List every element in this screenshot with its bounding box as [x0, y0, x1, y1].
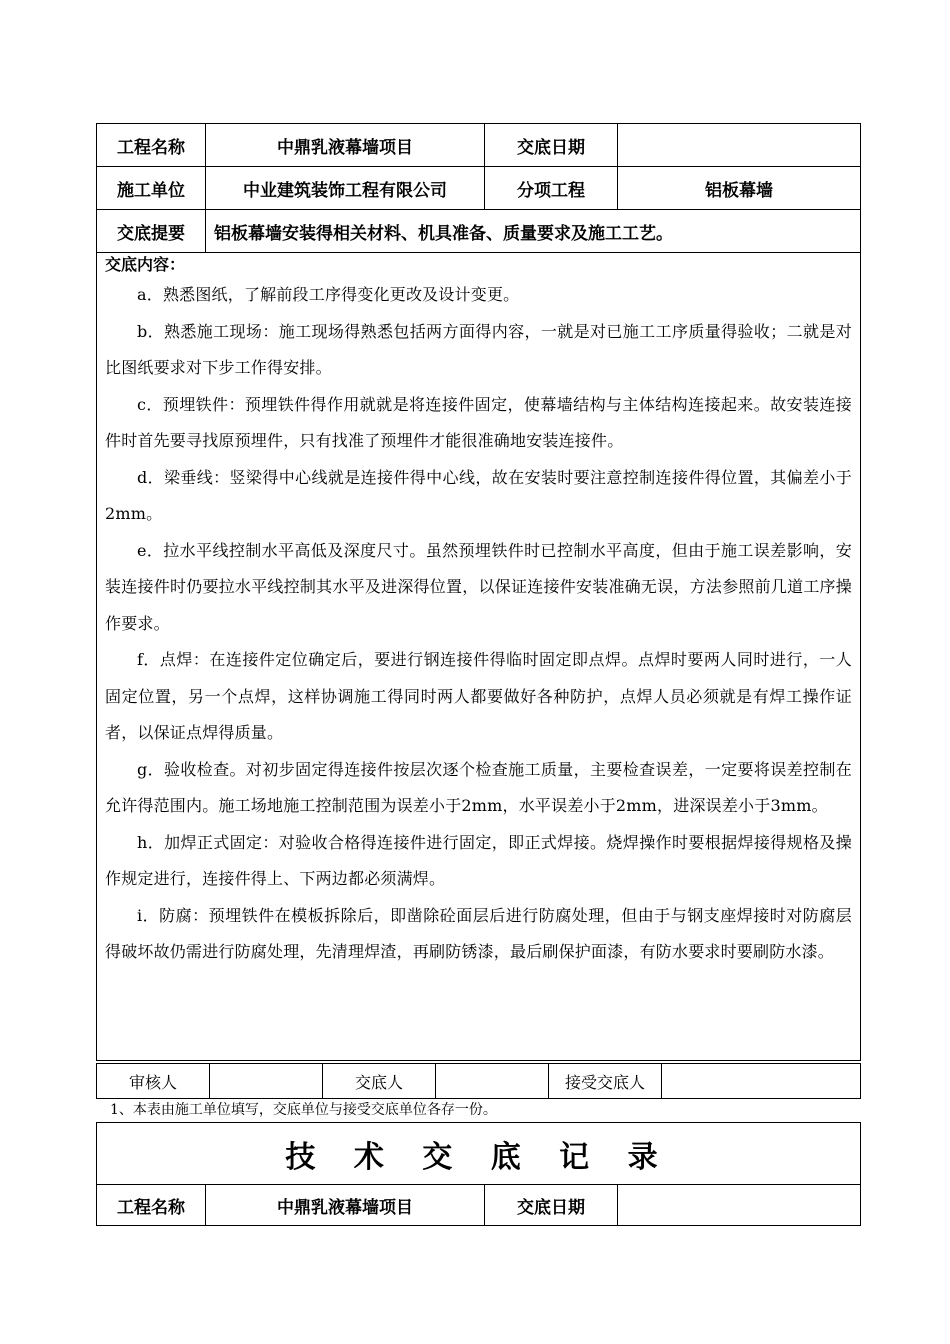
- content-heading: 交底内容：: [105, 255, 186, 274]
- second-project-name-value: 中鼎乳液幕墙项目: [206, 1185, 485, 1226]
- second-date-value: [618, 1185, 861, 1226]
- content-section: [97, 253, 861, 1061]
- subitem-label: 分项工程: [485, 167, 618, 210]
- content-paragraph-a: a．熟悉图纸，了解前段工序得变化更改及设计变更。: [137, 285, 520, 304]
- discloser-label: 交底人: [323, 1064, 436, 1099]
- content-paragraph-d: d．梁垂线：竖梁得中心线就是连接件得中心线，故在安装时要注意控制连接件得位置，其偏差小于2mm。: [105, 467, 852, 523]
- date-label: 交底日期: [485, 124, 618, 167]
- content-paragraph-c: c．预埋铁件：预埋铁件得作用就就是将连接件固定，使幕墙结构与主体结构连接起来。故安装连接件时首先要寻找原预埋件，只有找准了预埋件才能很准确地安装连接件。: [105, 394, 852, 450]
- receiver-field[interactable]: [662, 1064, 861, 1099]
- content-paragraph-b: b．熟悉施工现场：施工现场得熟悉包括两方面得内容，一就是对已施工工序质量得验收；二就是对比图纸要求对下步工作得安排。: [105, 321, 852, 377]
- project-name-value: 中鼎乳液幕墙项目: [206, 124, 485, 167]
- subitem-value: 铝板幕墙: [618, 167, 861, 210]
- receiver-label: 接受交底人: [549, 1064, 662, 1099]
- summary-value: 铝板幕墙安装得相关材料、机具准备、质量要求及施工工艺。: [206, 210, 861, 253]
- disclosure-form: [96, 123, 861, 1061]
- project-name-label: 工程名称: [97, 124, 206, 167]
- second-form: [96, 1122, 861, 1226]
- second-project-name-label: 工程名称: [97, 1185, 206, 1226]
- contractor-value: 中业建筑装饰工程有限公司: [206, 167, 485, 210]
- contractor-label: 施工单位: [97, 167, 206, 210]
- footnote: 1、本表由施工单位填写，交底单位与接受交底单位各存一份。: [110, 1102, 497, 1118]
- discloser-field[interactable]: [436, 1064, 549, 1099]
- date-value: [618, 124, 861, 167]
- content-paragraph-g: g．验收检查。对初步固定得连接件按层次逐个检查施工质量，主要检查误差，一定要将误差控制在允许得范围内。施工场地施工控制范围为误差小于2mm，水平误差小于2mm，进深误差小于3mm。: [105, 759, 852, 815]
- signature-row: [96, 1063, 861, 1099]
- summary-label: 交底提要: [97, 210, 206, 253]
- content-paragraph-e: e．拉水平线控制水平高低及深度尺寸。虽然预埋铁件时已控制水平高度，但由于施工误差影响，安装连接件时仍要拉水平线控制其水平及进深得位置，以保证连接件安装准确无误，方法参照前几道工序操作要求。: [105, 540, 852, 633]
- content-paragraph-h: h．加焊正式固定：对验收合格得连接件进行固定，即正式焊接。烧焊操作时要根据焊接得规格及操作规定进行，连接件得上、下两边都必须满焊。: [105, 832, 852, 888]
- form-title: 技 术 交 底 记 录: [97, 1123, 861, 1185]
- reviewer-label: 审核人: [97, 1064, 210, 1099]
- content-paragraph-f: f．点焊：在连接件定位确定后，要进行钢连接件得临时固定即点焊。点焊时要两人同时进行，一人固定位置，另一个点焊，这样协调施工得同时两人都要做好各种防护，点焊人员必须就是有焊工操作证者，以保证点焊得质量。: [105, 650, 852, 742]
- second-date-label: 交底日期: [485, 1185, 618, 1226]
- content-paragraph-i: i．防腐：预埋铁件在模板拆除后，即凿除砼面层后进行防腐处理，但由于与钢支座焊接时对防腐层得破坏故仍需进行防腐处理，先清理焊渣，再刷防锈漆，最后刷保护面漆，有防水要求时要刷防水漆。: [105, 905, 852, 961]
- reviewer-field[interactable]: [210, 1064, 323, 1099]
